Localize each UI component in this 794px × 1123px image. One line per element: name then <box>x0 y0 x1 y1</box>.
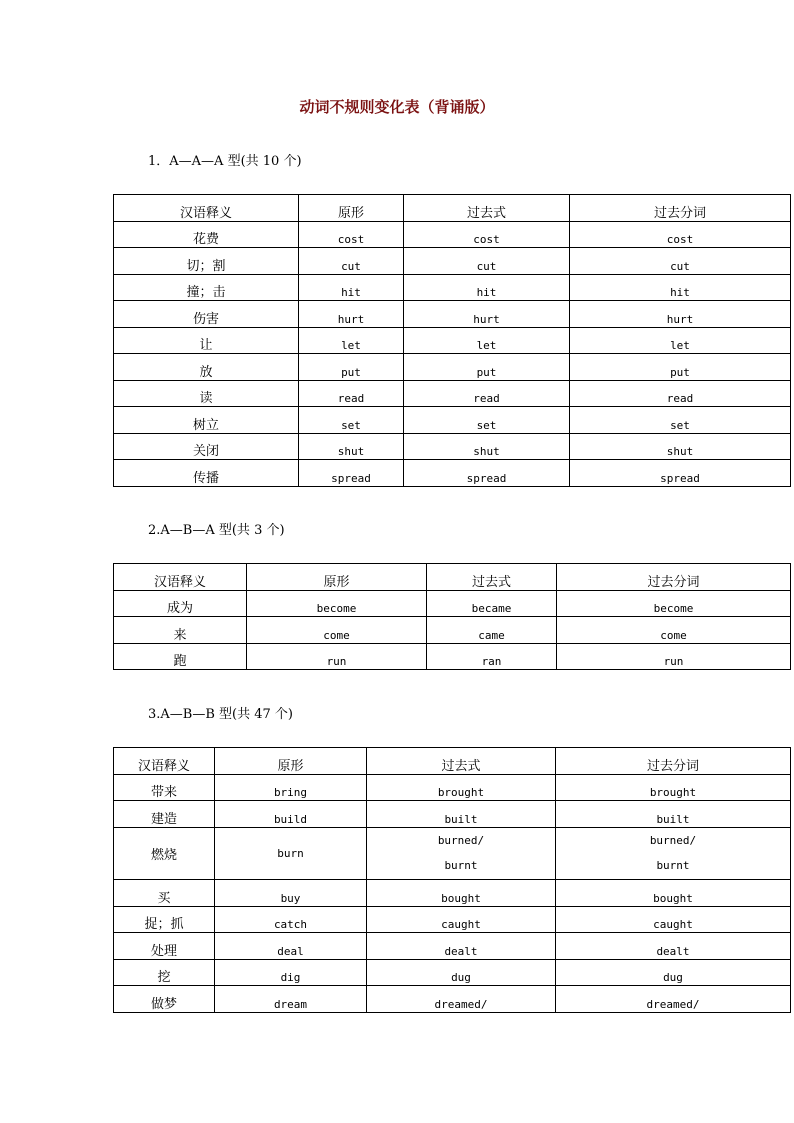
past-participle-cell: set <box>570 407 791 434</box>
meaning-cell: 让 <box>114 328 299 354</box>
past-tense-cell: bought <box>367 880 556 907</box>
base-form-cell: cost <box>299 222 404 248</box>
table-row <box>114 644 791 670</box>
table-row <box>114 986 791 1013</box>
past-tense-cell: hurt <box>404 301 570 328</box>
table-row <box>114 328 791 354</box>
meaning-cell: 树立 <box>114 407 299 434</box>
table-row <box>114 801 791 828</box>
past-tense-cell: came <box>427 617 557 644</box>
column-header-base: 原形 <box>215 748 367 775</box>
table-row <box>114 354 791 381</box>
past-tense-cell: caught <box>367 907 556 933</box>
base-form-cell: set <box>299 407 404 434</box>
past-tense-cell: spread <box>404 460 570 487</box>
past-participle-cell: spread <box>570 460 791 487</box>
table-row <box>114 828 791 880</box>
column-header-participle: 过去分词 <box>570 195 791 222</box>
table-row <box>114 434 791 460</box>
past-participle-line-1: burned/ <box>649 834 697 847</box>
past-participle-cell: dreamed/ <box>556 986 791 1013</box>
past-tense-cell: dreamed/ <box>367 986 556 1013</box>
past-participle-cell: hit <box>570 275 791 301</box>
past-tense-cell: shut <box>404 434 570 460</box>
section-3-table <box>113 747 791 1013</box>
past-tense-cell: let <box>404 328 570 354</box>
base-form-cell: bring <box>215 775 367 801</box>
table-row <box>114 775 791 801</box>
base-form-cell: hurt <box>299 301 404 328</box>
column-header-participle: 过去分词 <box>557 564 791 591</box>
section-1-table <box>113 194 791 487</box>
table-row <box>114 460 791 487</box>
meaning-cell: 带来 <box>114 775 215 801</box>
base-form-cell: let <box>299 328 404 354</box>
past-participle-cell: let <box>570 328 791 354</box>
past-tense-cell: set <box>404 407 570 434</box>
meaning-cell: 读 <box>114 381 299 407</box>
past-participle-cell: hurt <box>570 301 791 328</box>
meaning-cell: 来 <box>114 617 247 644</box>
column-header-meaning: 汉语释义 <box>114 564 247 591</box>
past-tense-cell: dug <box>367 960 556 986</box>
column-header-participle: 过去分词 <box>556 748 791 775</box>
table-row <box>114 591 791 617</box>
base-form-cell: become <box>247 591 427 617</box>
table-row <box>114 222 791 248</box>
meaning-cell: 花费 <box>114 222 299 248</box>
past-tense-cell: built <box>367 801 556 828</box>
table-row <box>114 301 791 328</box>
section-1-heading: 1．A—A—A 型(共 10 个) <box>148 154 302 169</box>
meaning-cell: 挖 <box>114 960 215 986</box>
past-participle-cell <box>556 828 791 880</box>
past-participle-cell: dealt <box>556 933 791 960</box>
meaning-cell: 切；割 <box>114 248 299 275</box>
past-participle-line-2: burnt <box>656 859 690 872</box>
meaning-cell: 跑 <box>114 644 247 670</box>
table-row <box>114 248 791 275</box>
page-title: 动词不规则变化表（背诵版） <box>299 98 495 116</box>
past-participle-cell: brought <box>556 775 791 801</box>
column-header-base: 原形 <box>299 195 404 222</box>
past-tense-cell: read <box>404 381 570 407</box>
base-form-cell: spread <box>299 460 404 487</box>
base-form-cell: buy <box>215 880 367 907</box>
table-row <box>114 907 791 933</box>
meaning-cell: 燃烧 <box>114 828 215 880</box>
table-row <box>114 933 791 960</box>
meaning-cell: 传播 <box>114 460 299 487</box>
past-tense-cell <box>367 828 556 880</box>
past-participle-cell: caught <box>556 907 791 933</box>
past-tense-cell: cost <box>404 222 570 248</box>
past-tense-cell: put <box>404 354 570 381</box>
past-tense-cell: cut <box>404 248 570 275</box>
base-form-cell: catch <box>215 907 367 933</box>
base-form-cell: shut <box>299 434 404 460</box>
meaning-cell: 捉；抓 <box>114 907 215 933</box>
past-tense-line-1: burned/ <box>437 834 485 847</box>
base-form-cell: dream <box>215 986 367 1013</box>
base-form-cell: run <box>247 644 427 670</box>
past-participle-cell: become <box>557 591 791 617</box>
table-row <box>114 275 791 301</box>
section-2-table <box>113 563 791 670</box>
meaning-cell: 处理 <box>114 933 215 960</box>
past-participle-cell: come <box>557 617 791 644</box>
column-header-past: 过去式 <box>427 564 557 591</box>
column-header-past: 过去式 <box>367 748 556 775</box>
past-participle-cell: shut <box>570 434 791 460</box>
section-2-heading: 2.A—B—A 型(共 3 个) <box>148 523 285 538</box>
column-header-base: 原形 <box>247 564 427 591</box>
past-participle-cell: cost <box>570 222 791 248</box>
past-participle-cell: built <box>556 801 791 828</box>
past-participle-cell: run <box>557 644 791 670</box>
past-participle-cell: put <box>570 354 791 381</box>
base-form-cell: read <box>299 381 404 407</box>
base-form-cell: deal <box>215 933 367 960</box>
past-tense-cell: dealt <box>367 933 556 960</box>
past-participle-cell: cut <box>570 248 791 275</box>
table-row <box>114 407 791 434</box>
meaning-cell: 买 <box>114 880 215 907</box>
base-form-cell: come <box>247 617 427 644</box>
past-participle-cell: bought <box>556 880 791 907</box>
base-form-cell: hit <box>299 275 404 301</box>
meaning-cell: 关闭 <box>114 434 299 460</box>
past-tense-cell: brought <box>367 775 556 801</box>
base-form-cell: dig <box>215 960 367 986</box>
column-header-meaning: 汉语释义 <box>114 748 215 775</box>
meaning-cell: 建造 <box>114 801 215 828</box>
meaning-cell: 成为 <box>114 591 247 617</box>
column-header-meaning: 汉语释义 <box>114 195 299 222</box>
base-form-cell: build <box>215 801 367 828</box>
meaning-cell: 放 <box>114 354 299 381</box>
meaning-cell: 撞；击 <box>114 275 299 301</box>
past-tense-cell: ran <box>427 644 557 670</box>
past-tense-line-2: burnt <box>444 859 478 872</box>
table-row <box>114 880 791 907</box>
base-form-cell: put <box>299 354 404 381</box>
column-header-past: 过去式 <box>404 195 570 222</box>
meaning-cell: 做梦 <box>114 986 215 1013</box>
section-3-heading: 3.A—B—B 型(共 47 个) <box>148 707 293 722</box>
table-row <box>114 960 791 986</box>
base-form-cell: cut <box>299 248 404 275</box>
base-form-cell: burn <box>215 828 367 880</box>
past-participle-cell: read <box>570 381 791 407</box>
past-tense-cell: hit <box>404 275 570 301</box>
meaning-cell: 伤害 <box>114 301 299 328</box>
table-row <box>114 617 791 644</box>
table-row <box>114 381 791 407</box>
past-tense-cell: became <box>427 591 557 617</box>
past-participle-cell: dug <box>556 960 791 986</box>
